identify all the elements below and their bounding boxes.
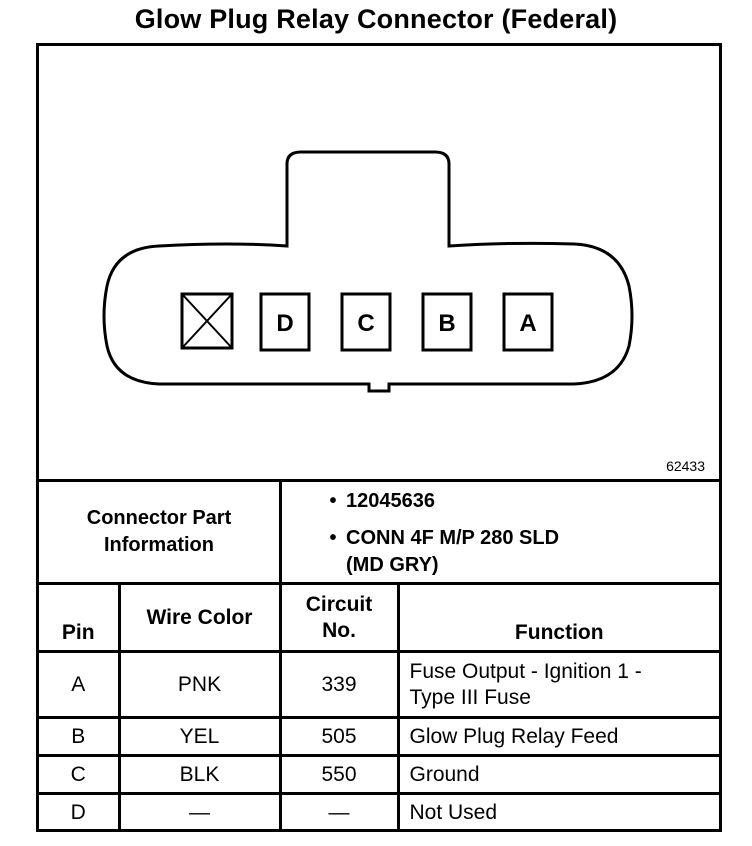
wire-color-cell: BLK bbox=[119, 756, 280, 794]
wire-color-cell: YEL bbox=[119, 718, 280, 756]
function-line2: Type III Fuse bbox=[409, 685, 531, 709]
cavity-label-b: B bbox=[438, 310, 456, 337]
bullet-icon: • bbox=[329, 490, 337, 512]
table-row bbox=[39, 652, 719, 718]
pin-cell: B bbox=[39, 718, 119, 756]
header-circuit-line1: Circuit bbox=[305, 592, 373, 616]
header-wire-color: Wire Color bbox=[119, 585, 280, 652]
part-info-label-line2: Information bbox=[104, 534, 214, 556]
pin-cell: C bbox=[39, 756, 119, 794]
cavity-b bbox=[423, 294, 471, 350]
header-circuit-line2: No. bbox=[322, 618, 356, 642]
pin-cell: D bbox=[39, 794, 119, 831]
wire-color-cell: — bbox=[119, 794, 280, 831]
cavity-d bbox=[261, 294, 309, 350]
cavity-label-d: D bbox=[276, 310, 294, 337]
cavity-a bbox=[504, 294, 552, 350]
part-description-line2: (MD GRY) bbox=[346, 554, 439, 576]
function-line1: Fuse Output - Ignition 1 - bbox=[409, 659, 642, 683]
header-pin: Pin bbox=[39, 585, 119, 652]
function-cell bbox=[398, 652, 719, 718]
pinout-table bbox=[39, 585, 719, 830]
function-cell: Not Used bbox=[398, 794, 719, 831]
pin-cell: A bbox=[39, 652, 119, 718]
part-info-label bbox=[39, 482, 282, 582]
part-info-label-line1: Connector Part bbox=[86, 507, 232, 529]
circuit-cell: — bbox=[280, 794, 398, 831]
function-cell: Glow Plug Relay Feed bbox=[398, 718, 719, 756]
part-description-item bbox=[282, 525, 712, 552]
connector-diagram bbox=[39, 46, 719, 482]
cavity-label-a: A bbox=[519, 310, 537, 337]
part-info-values bbox=[282, 488, 712, 579]
table-row bbox=[39, 718, 719, 756]
part-number-item bbox=[282, 488, 712, 515]
page-title: Glow Plug Relay Connector (Federal) bbox=[134, 4, 618, 34]
part-number: 12045636 bbox=[346, 490, 435, 512]
connector-part-info bbox=[39, 482, 719, 585]
header-function: Function bbox=[398, 585, 719, 652]
figure-number: 62433 bbox=[666, 458, 705, 474]
part-description-line1: CONN 4F M/P 280 SLD bbox=[346, 527, 560, 549]
cavity-empty bbox=[182, 294, 232, 348]
cavity-c bbox=[342, 294, 390, 350]
table-header-row bbox=[39, 585, 719, 652]
wire-color-cell: PNK bbox=[119, 652, 280, 718]
connector-face-drawing bbox=[39, 46, 719, 479]
cavity-label-c: C bbox=[357, 310, 375, 337]
bullet-icon: • bbox=[329, 527, 337, 549]
header-circuit bbox=[280, 585, 398, 652]
circuit-cell: 550 bbox=[280, 756, 398, 794]
table-row bbox=[39, 794, 719, 831]
connector-sheet bbox=[36, 43, 722, 832]
circuit-cell: 505 bbox=[280, 718, 398, 756]
circuit-cell: 339 bbox=[280, 652, 398, 718]
connector-housing-outline bbox=[104, 152, 632, 391]
function-cell: Ground bbox=[398, 756, 719, 794]
table-row bbox=[39, 756, 719, 794]
